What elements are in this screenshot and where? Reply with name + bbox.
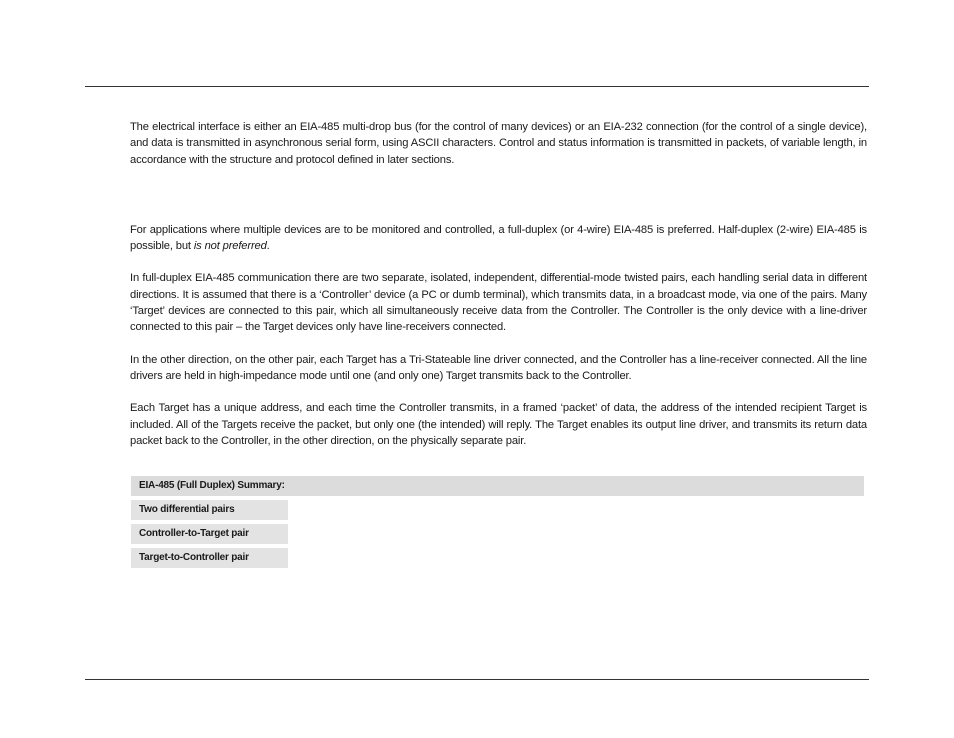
document-body [130,119,867,449]
summary-row-differential-pairs: Two differential pairs [131,500,288,520]
paragraph-applications-end: . [266,240,270,253]
header-rule [85,86,869,87]
paragraph-electrical-interface: The electrical interface is either an EIA-485 multi-drop bus (for the control of many devices) or an EIA-232 connection (for the control of a single device), and data is transmitted in asynchronous serial form, using ASCII characters. Control and status information is transmitted in packets, of variable length, in accordance with the structure and protocol defined in later sections. [130,121,867,166]
paragraph-applications-text: For applications where multiple devices are to be monitored and controlled, a full-duplex (or 4-wire) EIA-485 is preferred. Half-duplex (2-wire) EIA-485 is possible, but [130,223,867,253]
paragraph-other-direction: In the other direction, on the other pair, each Target has a Tri-Stateable line driver connected, and the Controller has a line-receiver connected. All the line drivers are held in high-impedance mode until one (and only one) Target transmits back to the Controller. [130,353,867,382]
paragraph-applications [130,222,867,255]
paragraph-target-address: Each Target has a unique address, and each time the Controller transmits, in a framed ‘packet’ of data, the address of the intended recipient Target is included. All of the Targets receive the packet, but only one (the intended) will reply. The Target enables its output line driver, and transmits its return data packet back to the Controller, in the other direction, on the physically separate pair. [130,402,867,447]
summary-table [131,476,864,568]
footer-rule [85,679,869,680]
summary-table-header: EIA-485 (Full Duplex) Summary: [131,476,864,496]
paragraph-full-duplex: In full-duplex EIA-485 communication there are two separate, isolated, independent, differential-mode twisted pairs, each handling serial data in different directions. It is assumed that there is a ‘Controller’ device (a PC or dumb terminal), which transmits data, in a broadcast mode, via one of the pairs. Many ‘Target’ devices are connected to this pair, which all simultaneously receive data from the Controller. The Controller is the only device with a line-driver connected to this pair – the Target devices only have line-receivers connected. [130,272,867,334]
summary-row-target-to-controller: Target-to-Controller pair [131,548,288,568]
summary-row-controller-to-target: Controller-to-Target pair [131,524,288,544]
paragraph-applications-emphasis: is not preferred [193,240,267,253]
